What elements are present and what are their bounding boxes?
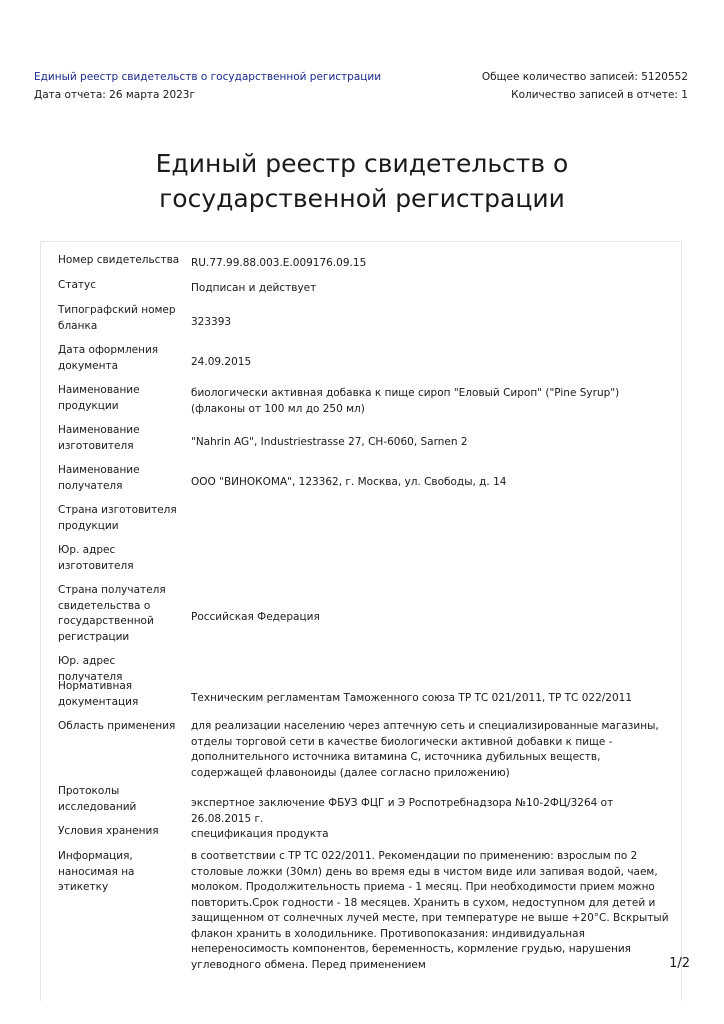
field-value: 24.09.2015 (191, 356, 252, 368)
registry-link[interactable]: Единый реестр свидетельств о государственной регистрации (34, 71, 382, 83)
field-label: Наименование получателя (58, 464, 140, 492)
field-value: экспертное заключение ФБУЗ ФЦГ и Э Роспотребнадзора №10-2ФЦ/3264 от 26.08.2015 г. (191, 797, 614, 825)
field-value: Техническим регламентам Таможенного союза ТР ТС 021/2011, ТР ТС 022/2011 (191, 692, 633, 704)
page-title: Единый реестр свидетельств о государственной регистрации (155, 149, 569, 213)
field-value: ООО "ВИНОКОМА", 123362, г. Москва, ул. Свободы, д. 14 (191, 476, 507, 488)
field-label: Статус (58, 279, 96, 291)
report-date: Дата отчета: 26 марта 2023г (34, 89, 196, 101)
field-label: Условия хранения (58, 825, 159, 837)
field-label: Юр. адрес получателя (58, 655, 123, 683)
field-label: Дата оформления документа (58, 344, 159, 372)
field-value: 323393 (191, 316, 232, 328)
field-value: RU.77.99.88.003.E.009176.09.15 (191, 257, 367, 269)
field-value: биологически активная добавка к пище сироп "Еловый Сироп" ("Pine Syrup") (флаконы от 100 мл до 250 мл) (191, 387, 620, 415)
field-label: Нормативная документация (58, 680, 139, 708)
field-label: Юр. адрес изготовителя (58, 544, 134, 572)
field-label: Информация, наносимая на этикетку (58, 850, 135, 893)
field-label: Наименование изготовителя (58, 424, 140, 452)
field-value: "Nahrin AG", Industriestrasse 27, CH-6060, Sarnen 2 (191, 436, 468, 448)
field-label: Протоколы исследований (58, 785, 137, 813)
field-label: Страна получателя свидетельства о государственной регистрации (58, 584, 166, 643)
field-value: в соответствии с ТР ТС 022/2011. Рекомендации по применению: взрослым по 2 столовые ложки (30мл) день во время еды в чистом виде или запивая водой, чаем, молоком. Продолжительность приема - 1 месяц. При необходимости прием можно повторить.Срок годности - 18 месяцев. Хранить в сухом, недоступном для детей и защищенном от солнечных лучей месте, при температуре не выше +20°С. Вскрытый флакон хранить в холодильнике. Противопоказания: индивидуальная непереносимость компонентов, беременность, кормление грудью, нарушения углеводного обмена. Перед применением (191, 850, 669, 971)
total-records-count: Общее количество записей: 5120552 (481, 71, 688, 83)
field-value: спецификация продукта (191, 828, 329, 840)
field-label: Номер свидетельства (58, 254, 180, 266)
report-records-count: Количество записей в отчете: 1 (511, 89, 688, 101)
field-label: Область применения (58, 720, 176, 732)
field-value: Российская Федерация (191, 611, 320, 623)
page-number: 1/2 (669, 956, 690, 971)
field-label: Наименование продукции (58, 384, 140, 412)
field-value: Подписан и действует (191, 282, 317, 294)
field-label: Типографский номер бланка (58, 304, 176, 332)
certificate-details-table (40, 241, 682, 1001)
field-label: Страна изготовителя продукции (58, 504, 177, 532)
field-value: для реализации населению через аптечную сеть и специализированные магазины, отделы торговой сети в качестве биологически активной добавки к пище - дополнительного источника витамина С, источника дубильных веществ, содержащей флавоноиды (далее согласно приложению) (191, 720, 659, 779)
